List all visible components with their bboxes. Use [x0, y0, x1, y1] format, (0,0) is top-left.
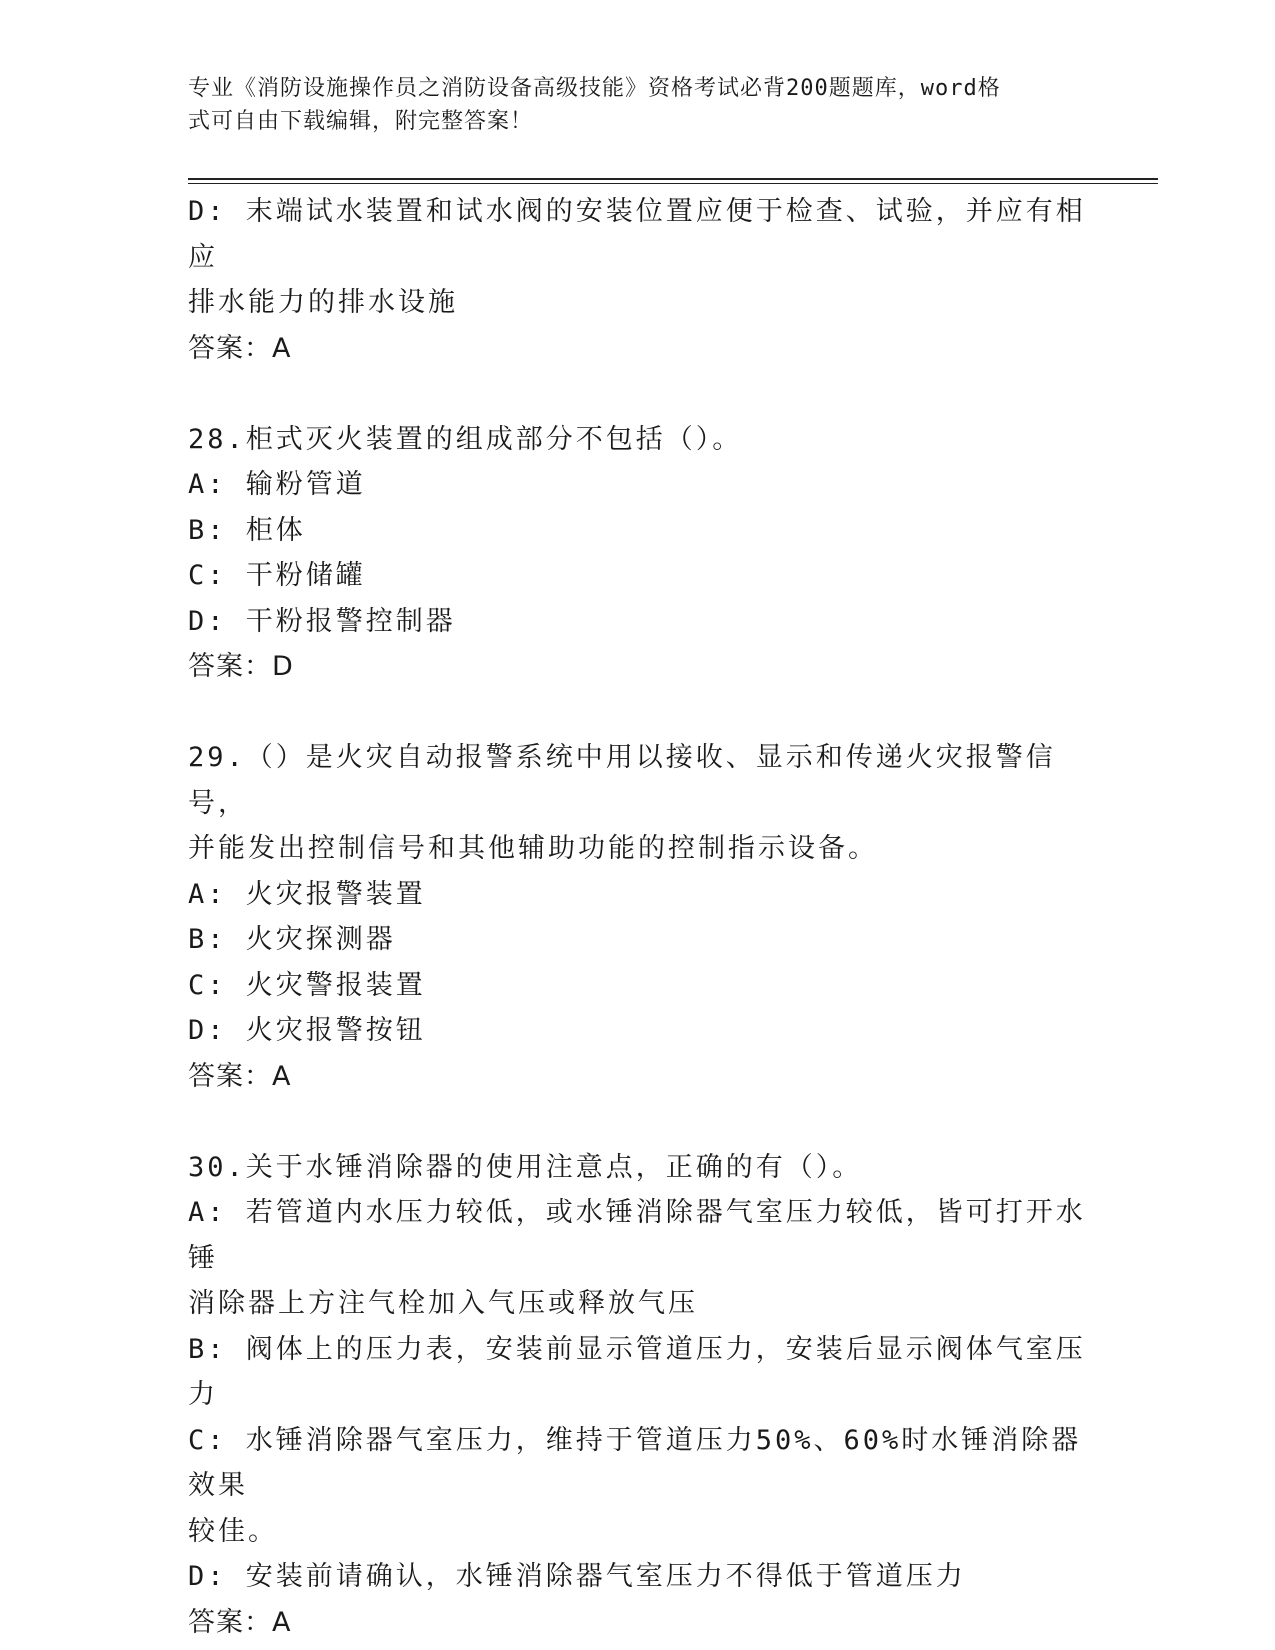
spacer [188, 371, 1088, 417]
question-30 [188, 1145, 1088, 1646]
header-rule-thin [188, 183, 1158, 184]
question-stem: 30.关于水锤消除器的使用注意点，正确的有（）。 [188, 1151, 863, 1183]
option-b: B: 柜体 [188, 514, 306, 546]
option-d-line-2: 排水能力的排水设施 [188, 287, 458, 318]
question-stem: 28.柜式灭火装置的组成部分不包括（）。 [188, 423, 743, 455]
option-c: C: 干粉储罐 [188, 560, 366, 591]
option-d: D: 干粉报警控制器 [188, 605, 456, 637]
option-d-line-1: D: 末端试水装置和试水阀的安装位置应便于检查、试验，并应有相应 [188, 196, 1086, 273]
option-a-line-1: A: 若管道内水压力较低，或水锤消除器气室压力较低，皆可打开水锤 [188, 1197, 1086, 1274]
option-a: A: 输粉管道 [188, 469, 366, 500]
question-29 [188, 735, 1088, 1099]
option-b: B: 火灾探测器 [188, 924, 396, 955]
header-rule-thick [188, 178, 1158, 180]
answer: 答案：A [188, 1060, 292, 1092]
spacer [188, 1099, 1088, 1145]
question-28 [188, 417, 1088, 690]
question-stem-line-1: 29.（）是火灾自动报警系统中用以接收、显示和传递火灾报警信号， [188, 742, 1056, 819]
answer: 答案：D [188, 651, 294, 682]
header-line-2: 式可自由下载编辑，附完整答案！ [188, 109, 534, 134]
option-c: C: 火灾警报装置 [188, 969, 426, 1001]
continued-question [188, 189, 1088, 371]
document-body [188, 189, 1088, 1645]
spacer [188, 690, 1088, 736]
answer: 答案：A [188, 1606, 292, 1638]
option-d: D: 安装前请确认，水锤消除器气室压力不得低于管道压力 [188, 1561, 966, 1592]
document-header [188, 72, 1068, 138]
option-b: B: 阀体上的压力表，安装前显示管道压力，安装后显示阀体气室压力 [188, 1333, 1086, 1410]
header-line-1: 专业《消防设施操作员之消防设备高级技能》资格考试必背200题题库，word格 [188, 76, 1001, 101]
answer: 答案：A [188, 332, 292, 364]
option-a-line-2: 消除器上方注气栓加入气压或释放气压 [188, 1288, 698, 1319]
option-c-line-2: 较佳。 [188, 1515, 278, 1547]
option-c-line-1: C: 水锤消除器气室压力，维持于管道压力50%、60%时水锤消除器效果 [188, 1424, 1082, 1501]
option-d: D: 火灾报警按钮 [188, 1015, 426, 1046]
question-stem-line-2: 并能发出控制信号和其他辅助功能的控制指示设备。 [188, 833, 878, 864]
option-a: A: 火灾报警装置 [188, 878, 426, 910]
